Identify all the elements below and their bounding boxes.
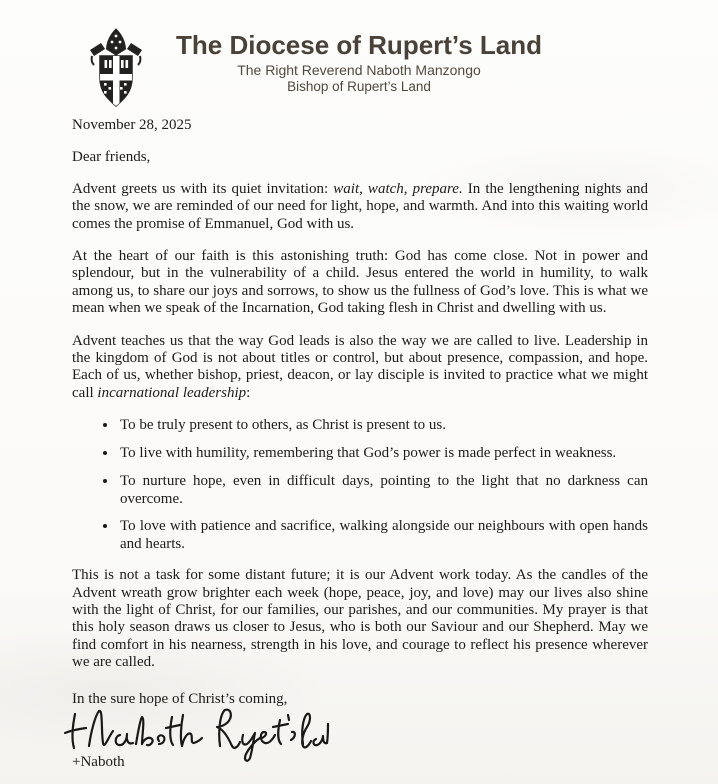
diocese-title: The Diocese of Rupert’s Land	[176, 30, 542, 60]
paragraph-leadership	[72, 333, 648, 403]
bishop-role: Bishop of Rupert’s Land	[287, 79, 431, 94]
salutation: Dear friends,	[72, 149, 151, 166]
list-item: • To be truly present to others, as Christ is present to us.	[118, 417, 648, 434]
italic-phrase: wait, watch, prepare.	[333, 180, 463, 197]
bullet-list	[72, 417, 648, 553]
list-item: • To love with patience and sacrifice, walking alongside our neighbours with open hands and hearts.	[118, 518, 648, 553]
typed-signature-name: +Naboth	[72, 754, 125, 771]
paragraph-text: :	[246, 384, 251, 401]
letter-body	[0, 117, 718, 771]
paragraph-advent-work: This is not a task for some distant future; it is our Advent work today. As the candles of the Advent wreath grow brighter each week (hope, peace, joy, and love) may our lives also shine with the light of Christ, for our families, our parishes, and our communities. My prayer is that this holy season draws us closer to Jesus, who is both our Saviour and our Shepherd. May we find comfort in his nearness, strength in his love, and courage to reflect his presence wherever we are called.	[72, 567, 648, 671]
paragraph-advent-invitation	[72, 181, 648, 233]
letter-date: November 28, 2025	[72, 117, 192, 133]
paragraph-text: In the lengthening nights and the snow, we are reminded of our need for light, hope, and warmth. And into this waiting world comes the promise of Emmanuel, God with us.	[72, 180, 649, 232]
paragraph-incarnation: At the heart of our faith is this astonishing truth: God has come close. Not in power and splendour, but in the vulnerability of a child. Jesus entered the world in humility, to walk among us, to share our joys and sorrows, to show us the fullness of God’s love. This is what we mean when we speak of the Incarnation, God taking flesh in Christ and dwelling with us.	[72, 248, 648, 317]
handwritten-signature	[62, 698, 330, 762]
letterhead	[0, 0, 718, 95]
paragraph-text: Advent greets us with its quiet invitation:	[72, 180, 334, 197]
signature-block	[62, 702, 648, 754]
bishop-name: The Right Reverend Naboth Manzongo	[237, 62, 481, 78]
list-item: • To live with humility, remembering that God’s power is made perfect in weakness.	[118, 445, 648, 462]
list-item: • To nurture hope, even in difficult days, pointing to the light that no darkness can overcome.	[118, 473, 648, 508]
closing-line: In the sure hope of Christ’s coming,	[72, 690, 288, 707]
diocese-crest-icon	[80, 26, 152, 114]
italic-phrase: incarnational leadership	[97, 384, 247, 401]
paragraph-text: Advent teaches us that the way God leads is also the way we are called to live. Leadership in the kingdom of God is not about titles or control, but about presence, compassion, and hope. Each of us, whether bishop, priest, deacon, or lay disciple is invited to practice what we might call	[72, 332, 648, 401]
